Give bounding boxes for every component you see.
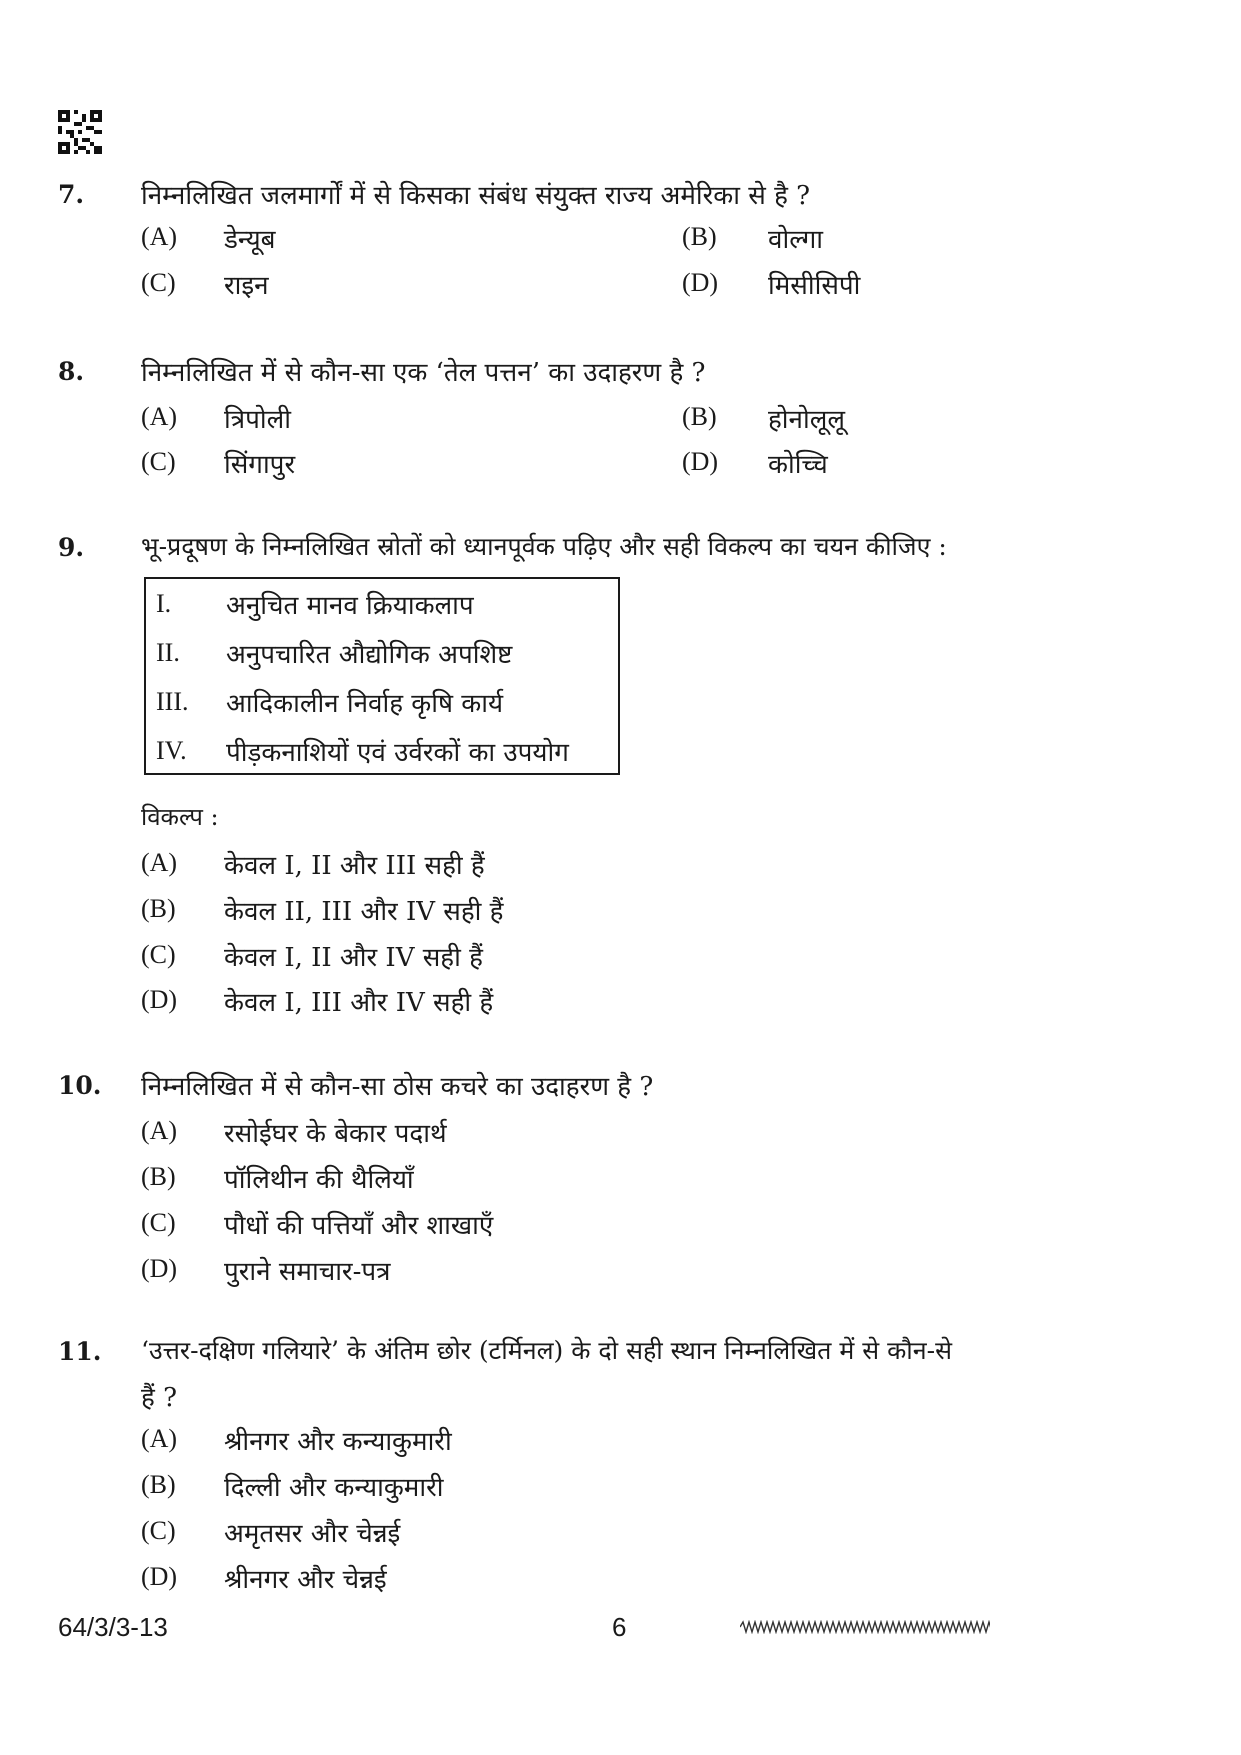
option-label: (C) [141, 268, 176, 297]
question-text-continued: हैं ? [141, 1383, 178, 1413]
option-text: रसोईघर के बेकार पदार्थ [224, 1119, 447, 1149]
source-item [146, 677, 503, 726]
option-label: (A) [141, 222, 178, 251]
source-number: III. [156, 686, 189, 716]
option-label: (B) [141, 1162, 176, 1191]
option-text: मिसीसिपी [768, 271, 861, 301]
question-number: 9. [58, 533, 85, 562]
source-text: अनुचित मानव क्रियाकलाप [226, 590, 474, 621]
option-text: सिंगापुर [224, 450, 296, 480]
option-label: (A) [141, 402, 178, 431]
option-text: केवल II, III और IV सही हैं [224, 897, 504, 927]
option-label: (C) [141, 940, 176, 969]
source-text: पीड़कनाशियों एवं उर्वरकों का उपयोग [226, 737, 569, 768]
source-number: IV. [156, 735, 187, 765]
question-number: 8. [58, 357, 85, 386]
option-text: श्रीनगर और चेन्नई [224, 1565, 387, 1595]
option-label: (D) [141, 1562, 178, 1591]
question-text: निम्नलिखित जलमार्गों में से किसका संबंध संयुक्त राज्य अमेरिका से है ? [141, 181, 811, 211]
source-item [146, 579, 474, 628]
option-label: (C) [141, 447, 176, 476]
option-label: (A) [141, 1424, 178, 1453]
option-label: (B) [141, 894, 176, 923]
question-number: 7. [58, 180, 85, 209]
question-text: ‘उत्तर-दक्षिण गलियारे’ के अंतिम छोर (टर्मिनल) के दो सही स्थान निम्नलिखित में से कौन-से [141, 1336, 953, 1365]
option-text: दिल्ली और कन्याकुमारी [224, 1473, 444, 1503]
option-text: होनोलूलू [768, 405, 845, 435]
source-item [146, 726, 569, 775]
question-text: निम्नलिखित में से कौन-सा ठोस कचरे का उदाहरण है ? [141, 1072, 654, 1102]
source-text: अनुपचारित औद्योगिक अपशिष्ट [226, 639, 513, 670]
question-text: निम्नलिखित में से कौन-सा एक ‘तेल पत्तन’ का उदाहरण है ? [141, 358, 706, 388]
option-text: पॉलिथीन की थैलियाँ [224, 1165, 414, 1195]
option-label: (C) [141, 1208, 176, 1237]
sources-box [144, 577, 620, 775]
wavy-line-icon [740, 1620, 990, 1634]
option-text: वोल्गा [768, 225, 823, 255]
option-text: राइन [224, 271, 269, 301]
page-number: 6 [612, 1612, 627, 1642]
qr-code-icon [58, 110, 102, 154]
option-text: त्रिपोली [224, 405, 291, 435]
option-label: (D) [682, 268, 719, 297]
option-label: (B) [141, 1470, 176, 1499]
option-text: अमृतसर और चेन्नई [224, 1519, 401, 1549]
option-text: पुराने समाचार-पत्र [224, 1257, 391, 1287]
option-label: (A) [141, 848, 178, 877]
option-text: केवल I, II और III सही हैं [224, 851, 485, 881]
paper-code: 64/3/3-13 [58, 1612, 168, 1642]
option-text: केवल I, II और IV सही हैं [224, 943, 483, 973]
source-number: II. [156, 637, 180, 667]
option-label: (B) [682, 402, 717, 431]
option-label: (A) [141, 1116, 178, 1145]
option-label: (C) [141, 1516, 176, 1545]
option-text: कोच्चि [768, 450, 828, 480]
option-label: (D) [141, 1254, 178, 1283]
option-label: (D) [141, 985, 178, 1014]
option-label: (D) [682, 447, 719, 476]
source-text: आदिकालीन निर्वाह कृषि कार्य [226, 688, 504, 719]
options-heading: विकल्प : [141, 803, 219, 831]
option-text: पौधों की पत्तियाँ और शाखाएँ [224, 1211, 494, 1241]
option-text: केवल I, III और IV सही हैं [224, 988, 494, 1018]
option-text: डेन्यूब [224, 225, 276, 255]
source-item [146, 628, 512, 677]
question-text: भू-प्रदूषण के निम्नलिखित स्रोतों को ध्यानपूर्वक पढ़िए और सही विकल्प का चयन कीजिए : [141, 532, 947, 561]
question-number: 11. [58, 1337, 102, 1366]
option-label: (B) [682, 222, 717, 251]
source-number: I. [156, 588, 172, 618]
question-number: 10. [58, 1071, 102, 1100]
option-text: श्रीनगर और कन्याकुमारी [224, 1427, 452, 1457]
